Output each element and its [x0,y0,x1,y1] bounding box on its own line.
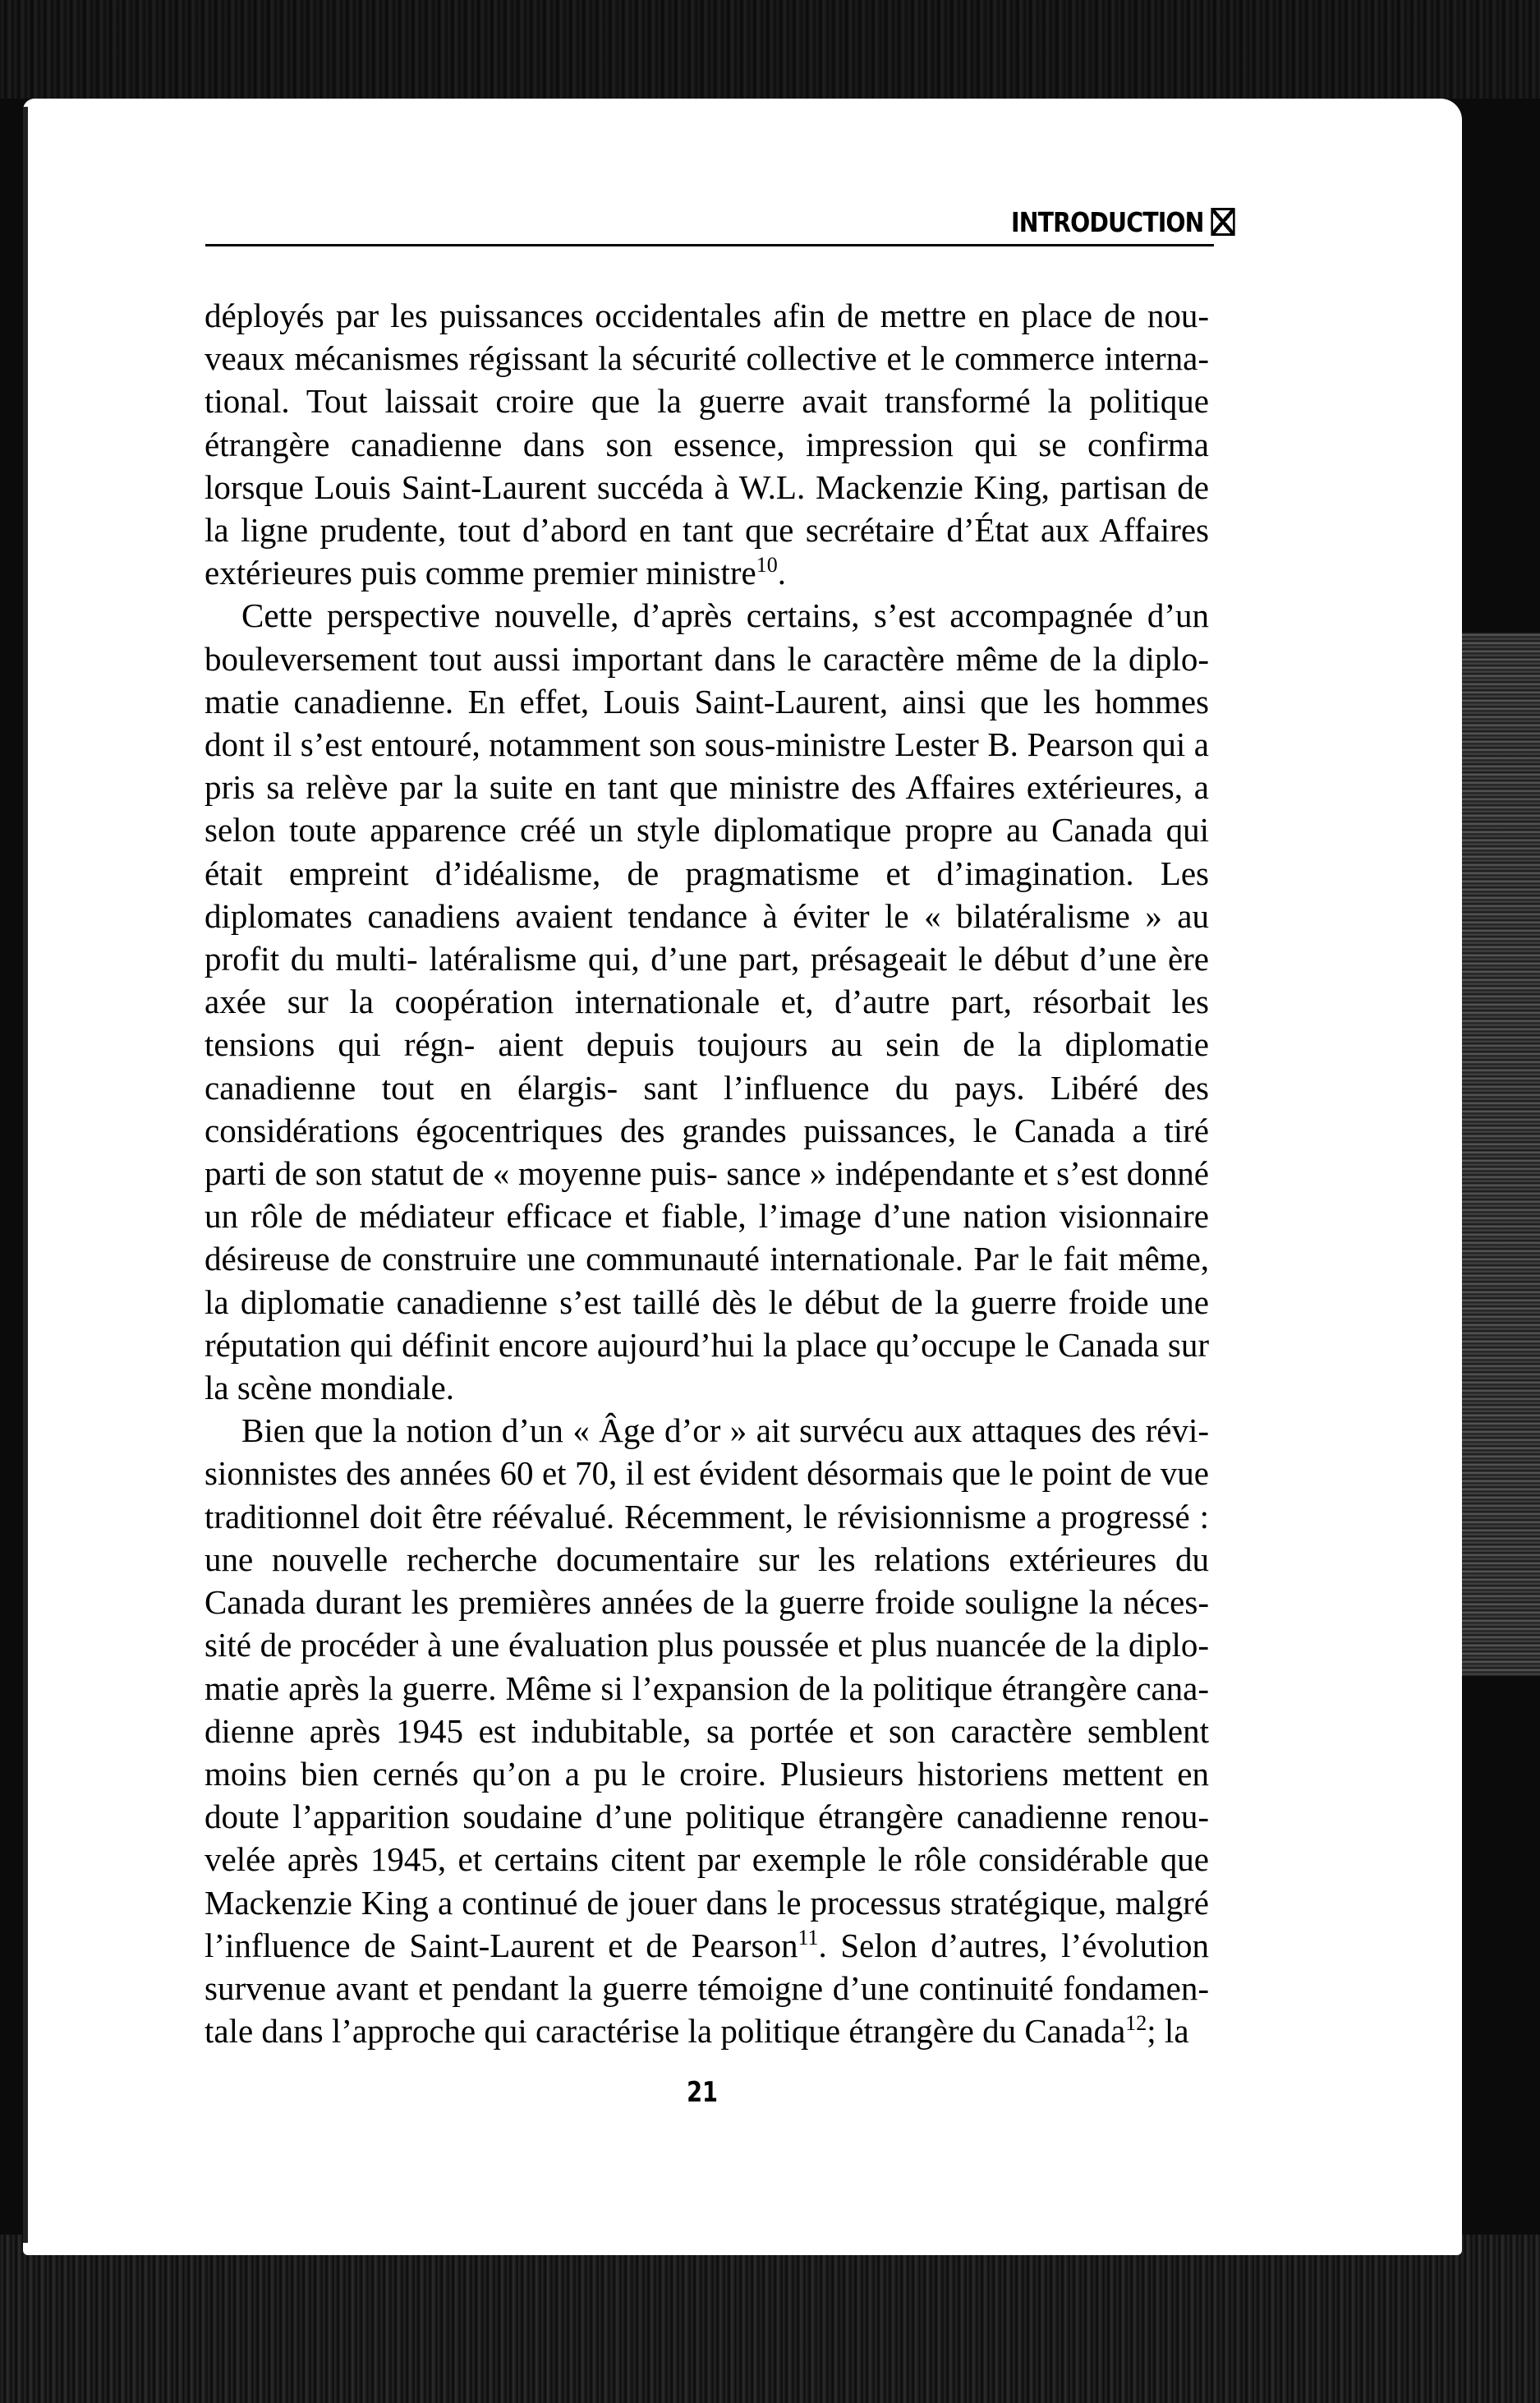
text-line: matie après la guerre. Même si l’expansion de la politique étrangère cana- [205,1669,1209,1707]
text-line: coopération internationale et, d’autre part, résorbait les tensions qui régn- [205,983,1210,1064]
text-line: matie canadienne. En effet, Louis Saint-Laurent, ainsi que les hommes dont [205,682,1209,764]
text-line: ; la [1147,2012,1189,2051]
paragraph-2 [205,594,1209,1409]
text-line: survenue avant et pendant la guerre témoigne d’une continuité fondamen- [205,1968,1209,2007]
text-line: l’image d’une nation visionnaire désireuse de construire une communauté [205,1197,1210,1278]
text-line: bouleversement tout aussi important dans le caractère même de la diplo- [205,639,1209,678]
text-line: veaux mécanismes régissant la sécurité collective et le commerce interna- [205,339,1209,378]
footnote-ref: 11 [798,1925,819,1950]
scan-border-right [1454,633,1540,1676]
text-line: internationale. Par le fait même, la diplomatie canadienne s’est taillé dès le [205,1240,1210,1321]
scan-border-bottom [0,2235,1540,2403]
page-edge-shadow [23,107,28,2243]
text-line: début de la guerre froide une réputation qui définit encore aujourd’hui la [205,1282,1209,1364]
text-line: sance » indépendante et s’est donné un rôle de médiateur efficace et fiable, [205,1154,1210,1236]
text-line: puis comme premier ministre [361,554,756,592]
text-line: sa relève par la suite en tant que ministre des Affaires extérieures, a selon [205,768,1209,849]
footnote-ref: 12 [1125,2011,1147,2036]
text-line: tale dans l’approche qui caractérise la politique étrangère du Canada [205,2012,1126,2051]
text-line: doute l’apparition soudaine d’une politique étrangère canadienne renou- [205,1798,1209,1836]
text-line: moins bien cernés qu’on a pu le croire. Plusieurs historiens mettent en [205,1754,1209,1793]
text-line: aient depuis toujours au sein de la diplomatie canadienne tout en élargis- [205,1025,1209,1107]
body-text [205,294,1209,2052]
text-line: étrangère canadienne dans son essence, impression qui se confirma lorsque [205,425,1209,506]
text-line: une nouvelle recherche documentaire sur les relations extérieures du [205,1540,1209,1578]
running-head-title: INTRODUCTION [1011,205,1204,238]
page-number: 21 [687,2076,718,2109]
text-line: grandes puissances, le Canada a tiré parti de son statut de « moyenne puis- [205,1111,1210,1193]
text-line: sionnistes des années 60 et 70, il est évident désormais que le point de vue [205,1454,1209,1493]
paragraph-3 [205,1409,1209,2052]
text-line: dienne après 1945 est indubitable, sa portée et son caractère semblent [205,1711,1209,1750]
text-line: empreint d’idéalisme, de pragmatisme et d’imagination. Les diplomates [205,854,1210,935]
text-line: Canada durant les premières années de la guerre froide souligne la néces- [205,1583,1209,1622]
text-line: Bien que la notion d’un « Âge d’or » ait survécu aux attaques des révi- [241,1411,1209,1450]
text-line: latéralisme qui, d’une part, présageait le début d’une ère axée sur la [205,940,1210,1021]
text-line: canadiens avaient tendance à éviter le « bilatéralisme » au profit du multi- [205,896,1209,978]
text-line: toute apparence créé un style diplomatique propre au Canada qui était [205,811,1209,892]
text-line: sité de procéder à une évaluation plus poussée et plus nuancée de la diplo- [205,1626,1209,1664]
text-line: il s’est entouré, notamment son sous-ministre Lester B. Pearson qui a pris [205,725,1209,807]
scan-border-top [0,0,1540,99]
paragraph-1 [205,294,1209,594]
ornament-square-icon [1211,208,1234,236]
footnote-ref: 10 [756,553,778,578]
text-line: prudente, tout d’abord en tant que secrétaire d’État aux Affaires extérieures [205,511,1210,592]
text-line: Mackenzie King a continué de jouer dans le processus stratégique, malgré [205,1883,1209,1922]
text-line: Louis Saint-Laurent succéda à W.L. Mackenzie King, partisan de la ligne [205,467,1209,550]
text-line: place qu’occupe le Canada sur la scène mondiale. [205,1325,1210,1407]
text-line: déployés par les puissances occidentales afin de mettre en place de nou- [205,297,1209,334]
text-line: . Selon d’autres, l’évolution [818,1926,1209,1964]
header-rule [205,244,1214,246]
text-line: l’influence de Saint-Laurent et de Pearson [205,1926,798,1964]
text-line: sant l’influence du pays. Libéré des considérations égocentriques des [205,1068,1210,1149]
text-line: . [777,554,786,592]
text-line: Cette perspective nouvelle, d’après certains, s’est accompagnée d’un [241,596,1209,635]
text-line: tional. Tout laissait croire que la guerre avait transformé la politique [205,382,1209,421]
text-line: velée après 1945, et certains citent par exemple le rôle considérable que [205,1840,1209,1879]
running-head [1011,204,1234,240]
text-line: traditionnel doit être réévalué. Récemment, le révisionnisme a progressé : [205,1497,1209,1535]
